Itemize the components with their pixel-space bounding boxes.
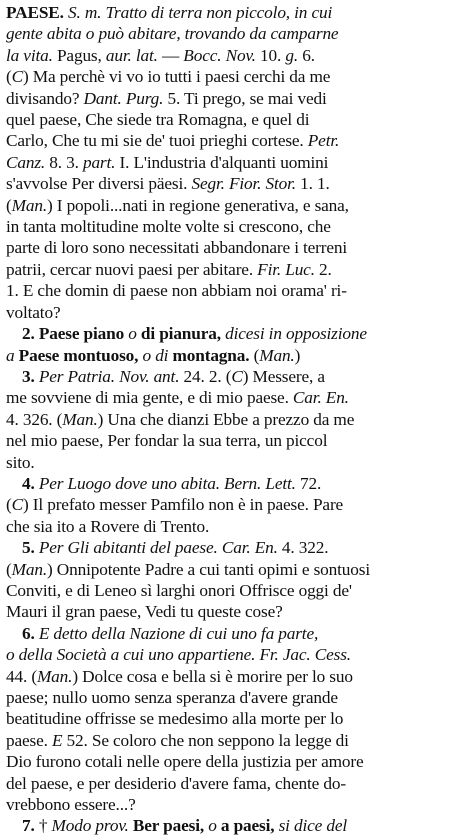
sense-line: del paese, e per desiderio d'avere fama, chente do- xyxy=(6,773,346,793)
sense-line: a Paese montuoso, o di montagna. (Man.) xyxy=(6,345,301,365)
entry-line: voltato? xyxy=(6,302,61,322)
sense-line: 44. (Man.) Dolce cosa e bella si è morire per lo suo xyxy=(6,666,353,686)
entry-line: (Man.) I popoli...nati in regione generativa, e sana, xyxy=(6,195,349,215)
sense-line: che sia ito a Rovere di Trento. xyxy=(6,516,210,536)
sense-4 xyxy=(6,473,466,537)
sense-line: Dio furono cotali nelle opere della justizia per amore xyxy=(6,752,364,772)
entry-line: 1. E che domin di paese non abbiam noi orama' ri- xyxy=(6,281,347,301)
entry-line: parte di loro sono necessitati abbandonare i terreni xyxy=(6,238,348,258)
entry-line: divisando? Dant. Purg. 5. Ti prego, se mai vedi xyxy=(6,88,327,108)
sense-line: vrebbono essere...? xyxy=(6,795,136,815)
sense-line: 2. Paese piano o di pianura, dicesi in opposizione xyxy=(22,324,367,344)
sense-line: Conviti, e di Leneo sì larghi onori Offrisce oggi de' xyxy=(6,580,352,600)
sense-3 xyxy=(6,366,466,473)
sense-line: Mauri il gran paese, Vedi tu queste cose? xyxy=(6,602,283,622)
entry-line: la vita. Pagus, aur. lat. — Bocc. Nov. 10. g. 6. xyxy=(6,45,315,65)
sense-line: me sovviene di mia gente, e di mio paese. Car. En. xyxy=(6,388,349,408)
sense-line: 4. Per Luogo dove uno abita. Bern. Lett. 72. xyxy=(22,473,322,493)
sense-5 xyxy=(6,537,466,623)
sense-line: (Man.) Onnipotente Padre a cui tanti opimi e sontuosi xyxy=(6,559,371,579)
sense-7 xyxy=(6,815,466,836)
entry-line: Canz. 8. 3. part. I. L'industria d'alquanti uomini xyxy=(6,152,329,172)
sense-line: 7. † Modo prov. Ber paesi, o a paesi, si dice del xyxy=(22,816,348,836)
entry-line: PAESE. S. m. Tratto di terra non piccolo, in cui xyxy=(6,3,333,22)
sense-line: nel mio paese, Per fondar la sua terra, un piccol xyxy=(6,431,328,451)
entry-definition xyxy=(6,2,466,323)
sense-line: (C) Il prefato messer Pamfilo non è in paese. Pare xyxy=(6,495,344,515)
sense-6 xyxy=(6,623,466,816)
sense-line: 5. Per Gli abitanti del paese. Car. En. 4. 322. xyxy=(22,538,329,558)
entry-line: patrii, cercar nuovi paesi per abitare. Fir. Luc. 2. xyxy=(6,259,332,279)
entry-line: gente abita o può abitare, trovando da camparne xyxy=(6,24,339,44)
entry-line: quel paese, Che siede tra Romagna, e quel di xyxy=(6,110,310,130)
entry-line: (C) Ma perchè vi vo io tutti i paesi cerchi da me xyxy=(6,67,331,87)
sense-line: 6. E detto della Nazione di cui uno fa parte, xyxy=(22,623,319,643)
entry-line: Carlo, Che tu mi sie de' tuoi prieghi cortese. Petr. xyxy=(6,131,340,151)
dictionary-page xyxy=(6,2,466,837)
sense-line: 4. 326. (Man.) Una che dianzi Ebbe a prezzo da me xyxy=(6,409,355,429)
sense-2 xyxy=(6,323,466,366)
sense-line: sito. xyxy=(6,452,35,472)
sense-line: 3. Per Patria. Nov. ant. 24. 2. (C) Messere, a xyxy=(22,366,325,386)
entry-line: s'avvolse Per diversi päesi. Segr. Fior. Stor. 1. 1. xyxy=(6,174,330,194)
entry-line: in tanta moltitudine molte volte si crescono, che xyxy=(6,217,331,237)
sense-line: paese; nullo uomo senza speranza d'avere grande xyxy=(6,688,338,707)
sense-line: o della Società a cui uno appartiene. Fr. Jac. Cess. xyxy=(6,645,351,665)
sense-line: beatitudine offrisse se medesimo alla morte per lo xyxy=(6,709,344,729)
sense-line: paese. E 52. Se coloro che non seppono la legge di xyxy=(6,730,349,750)
